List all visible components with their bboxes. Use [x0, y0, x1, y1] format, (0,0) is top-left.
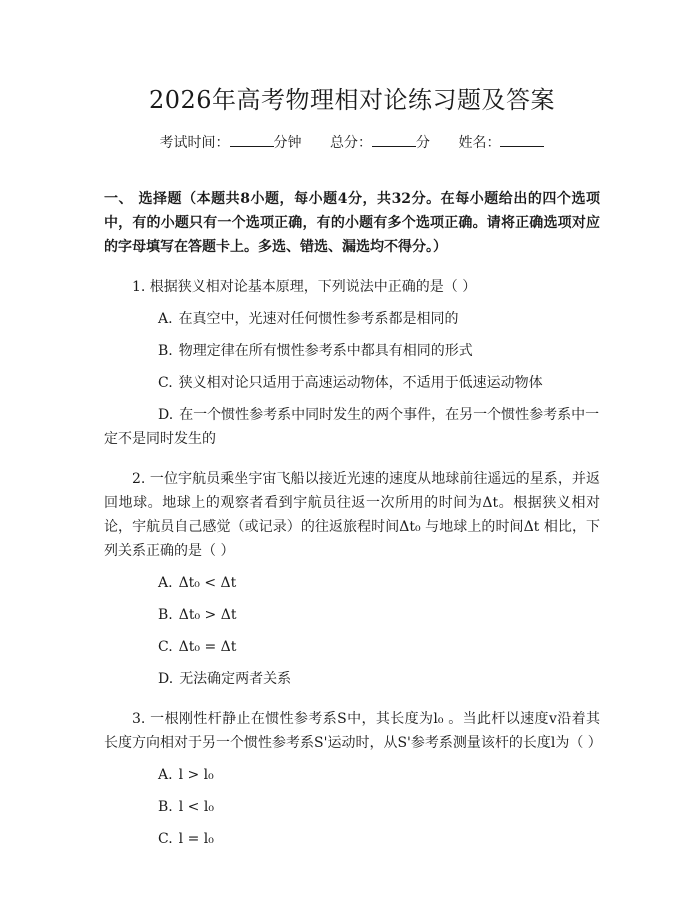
option-letter: B.	[158, 799, 173, 815]
option-letter: C.	[158, 639, 173, 655]
score-blank	[372, 132, 416, 147]
section-heading: 一、 选择题（本题共8小题，每小题4分，共32分。在每小题给出的四个选项中，有的小题只有一个选项正确，有的小题有多个选项正确。请将正确选项对应的字母填写在答题卡上。多选、错选、漏选均不得分。）	[104, 191, 600, 255]
option-letter: A.	[158, 575, 173, 591]
time-blank	[230, 132, 274, 147]
option-text: l < l₀	[178, 799, 214, 815]
score-label: 总分：	[330, 135, 372, 151]
option-text: 狭义相对论只适用于高速运动物体，不适用于低速运动物体	[178, 375, 543, 391]
option-text: l > l₀	[178, 767, 214, 783]
option-text: Δt₀ = Δt	[178, 639, 237, 655]
q1-option-d	[104, 403, 600, 451]
q3-option-c	[104, 827, 600, 851]
option-letter: A.	[158, 767, 173, 783]
page-title: 2026年高考物理相对论练习题及答案	[148, 86, 556, 114]
option-text: Δt₀ > Δt	[178, 607, 237, 623]
option-letter: C.	[158, 375, 173, 391]
option-letter: B.	[158, 343, 173, 359]
q2-option-c	[104, 635, 600, 659]
option-text: 在真空中，光速对任何惯性参考系都是相同的	[178, 311, 459, 327]
q2-option-b	[104, 603, 600, 627]
option-letter: B.	[158, 607, 173, 623]
exam-score	[330, 135, 434, 151]
exam-name	[458, 135, 544, 151]
option-letter: C.	[158, 831, 173, 847]
q3-option-a	[104, 763, 600, 787]
option-text: 无法确定两者关系	[179, 671, 292, 687]
option-letter: A.	[158, 311, 173, 327]
q3-option-b	[104, 795, 600, 819]
option-text: l = l₀	[178, 831, 214, 847]
q1-option-a	[104, 307, 600, 331]
q2-option-a	[104, 571, 600, 595]
q2-option-d	[104, 667, 600, 691]
q1-option-b	[104, 339, 600, 363]
score-unit: 分	[416, 135, 430, 151]
name-blank	[500, 132, 544, 147]
time-unit: 分钟	[273, 135, 302, 151]
exam-meta	[104, 132, 600, 153]
option-letter: D.	[158, 407, 174, 423]
time-label: 考试时间：	[159, 135, 230, 151]
option-letter: D.	[158, 671, 174, 687]
name-label: 姓名：	[458, 135, 501, 151]
q1-option-c	[104, 371, 600, 395]
option-text: 在一个惯性参考系中同时发生的两个事件，在另一个惯性参考系中一定不是同时发生的	[104, 407, 600, 447]
question-3: 3. 一根刚性杆静止在惯性参考系S中，其长度为l₀ 。当此杆以速度v沿着其长度方向相对于另一个惯性参考系S'运动时，从S'参考系测量该杆的长度l为（ ）	[104, 711, 602, 751]
exam-time	[160, 135, 306, 151]
option-text: 物理定律在所有惯性参考系中都具有相同的形式	[178, 343, 473, 359]
question-2: 2. 一位宇航员乘坐宇宙飞船以接近光速的速度从地球前往遥远的星系，并返回地球。地球上的观察者看到宇航员往返一次所用的时间为Δt。根据狭义相对论，宇航员自己感觉（或记录）的往返旅程时间Δt₀ 与地球上的时间Δt 相比，下列关系正确的是（ ）	[104, 471, 600, 559]
option-text: Δt₀ < Δt	[178, 575, 237, 591]
question-1: 1. 根据狭义相对论基本原理，下列说法中正确的是（ ）	[132, 279, 477, 295]
